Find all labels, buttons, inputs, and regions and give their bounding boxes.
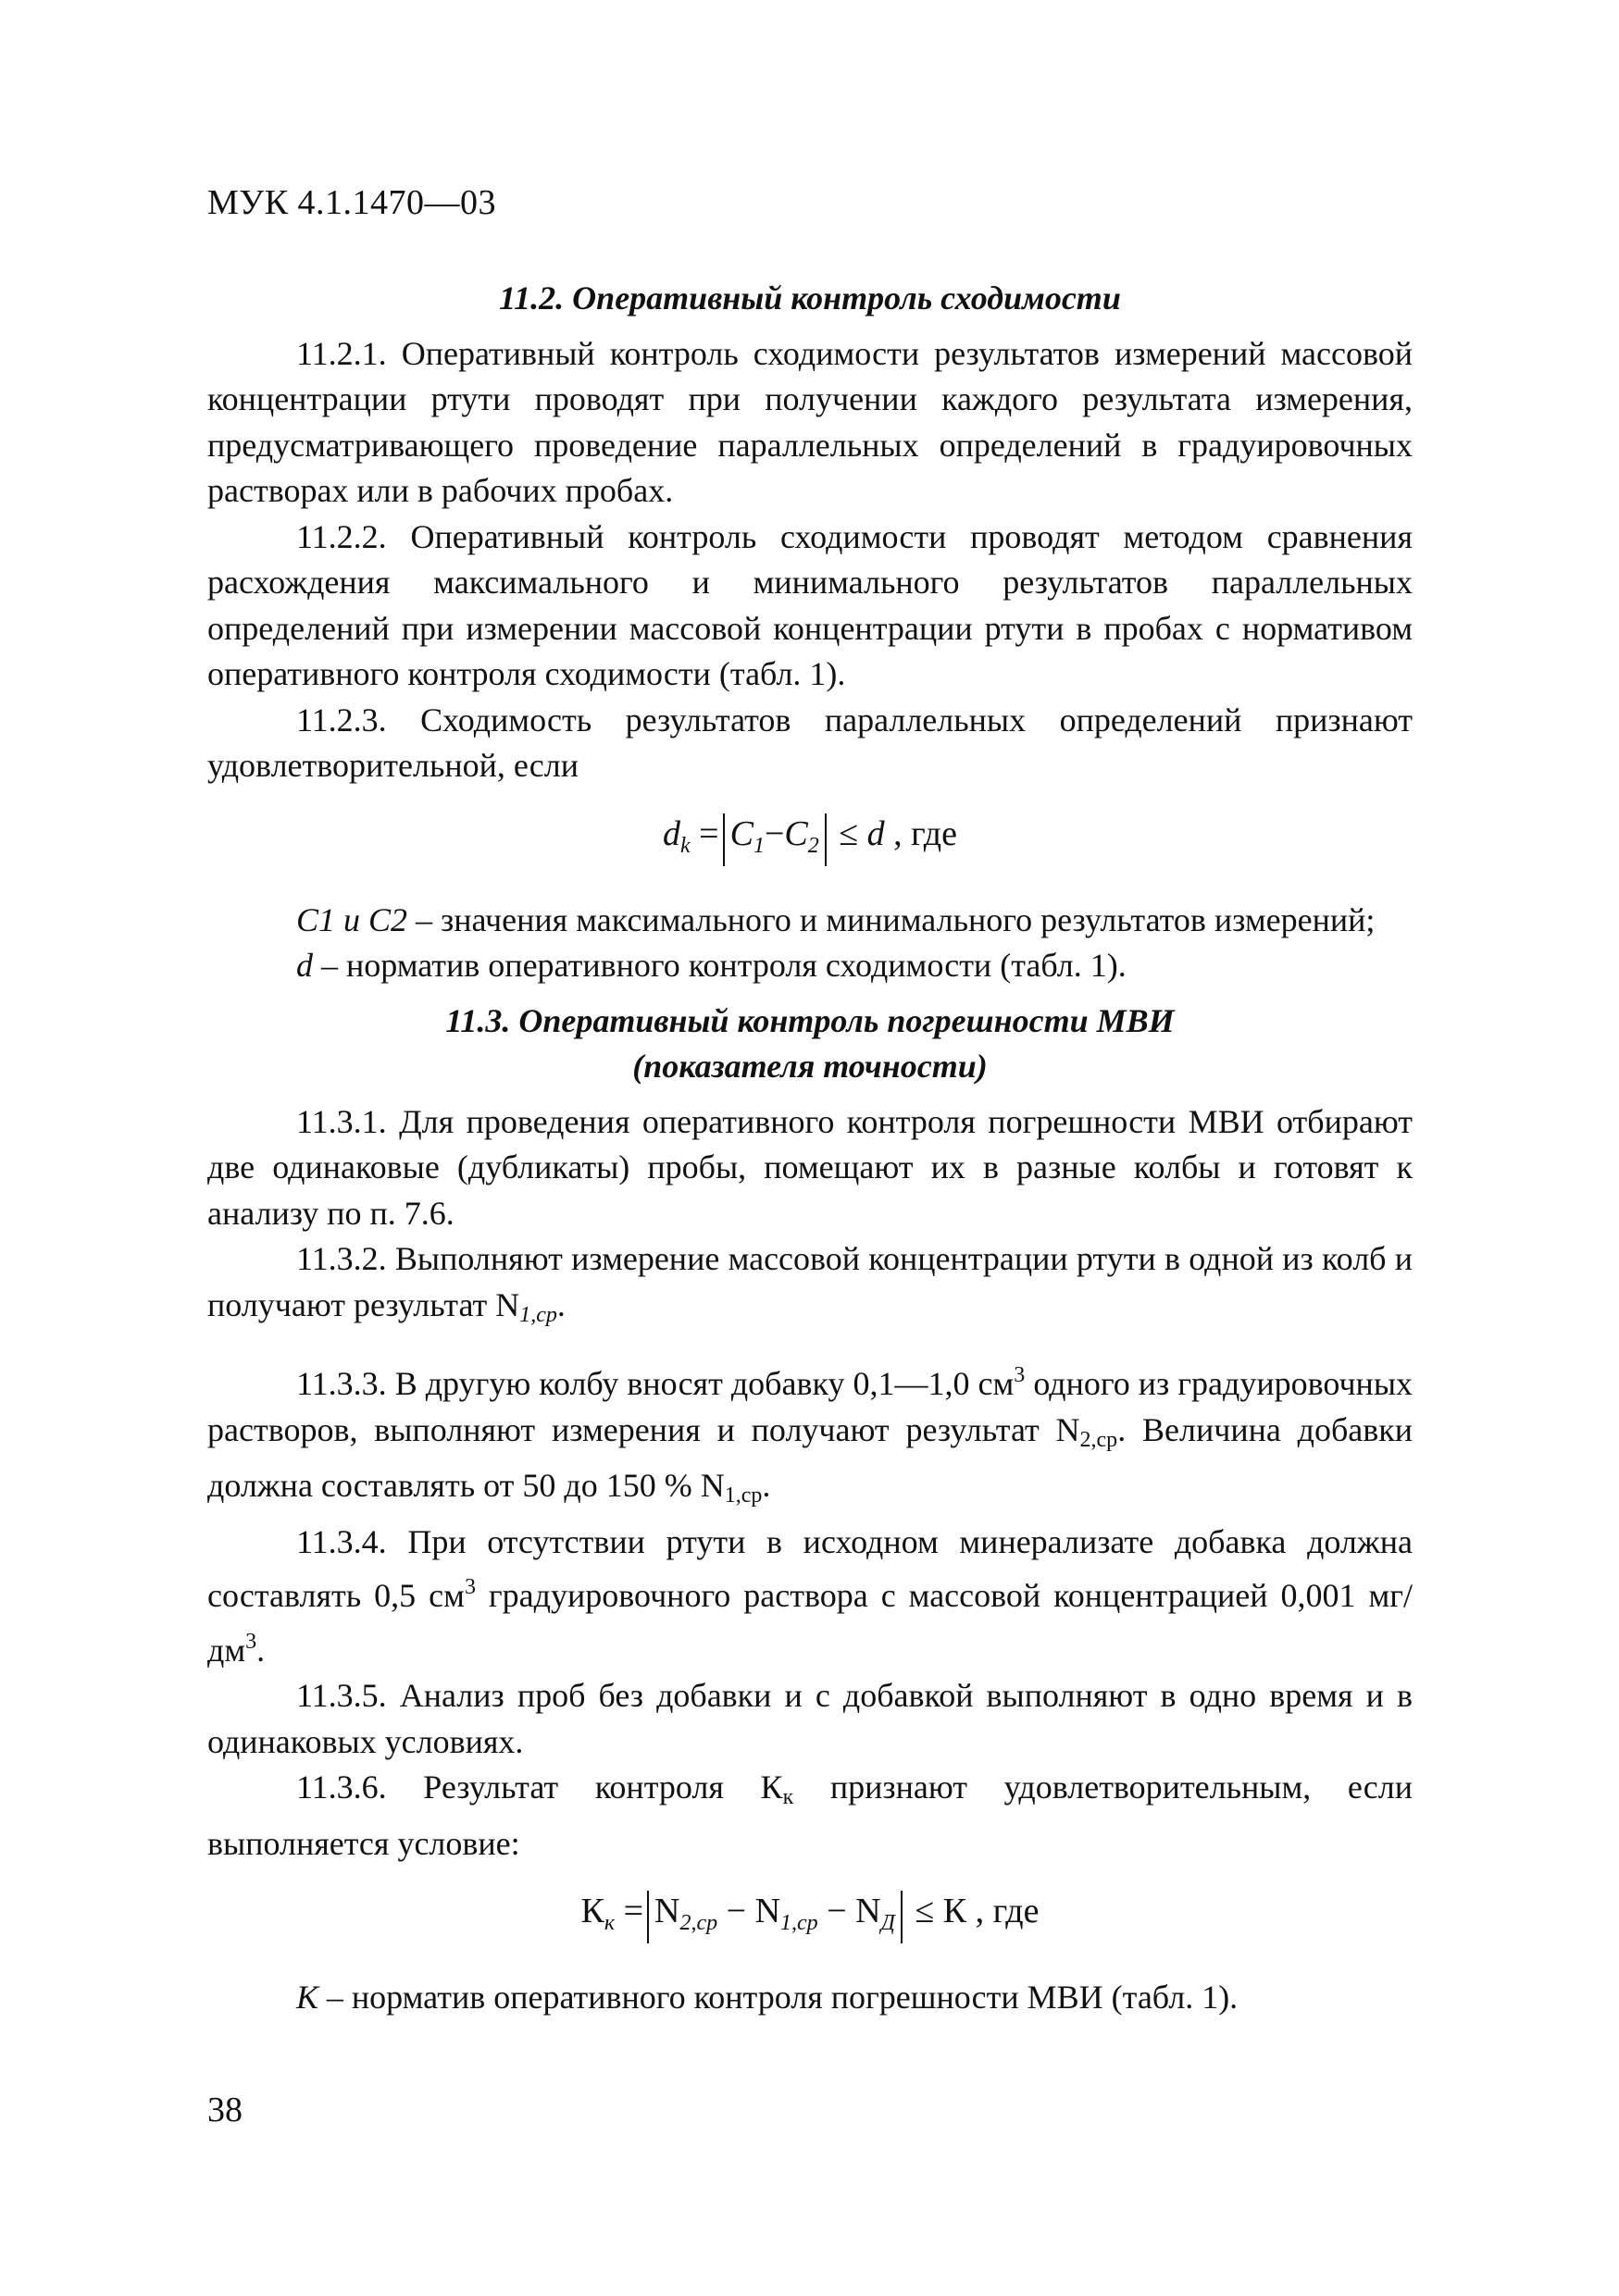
- formula-c2: C: [784, 813, 808, 853]
- paragraph-11-3-3: [207, 1353, 1413, 1520]
- formula2-n2: N: [654, 1892, 680, 1930]
- formula2-tail: , где: [975, 1892, 1040, 1930]
- definition-d: [207, 943, 1413, 989]
- formula2-abs-value: [647, 1891, 903, 1943]
- paragraph-11-3-2-sub: 1,ср: [519, 1302, 557, 1327]
- formula-equals: =: [699, 813, 719, 853]
- paragraph-11-3-2-text: 11.3.2. Выполняют измерение массовой концентрации ртути в одной из колб и получают результат N: [207, 1240, 1413, 1323]
- formula2-rhs: К: [942, 1892, 967, 1930]
- formula-lhs: d: [662, 813, 680, 853]
- document-code-header: МУК 4.1.1470—03: [207, 183, 497, 222]
- paragraph-11-3-3-c: . Величина добавки должна составлять от 50 до 150 % N: [207, 1410, 1414, 1504]
- section-heading-11-3-line2: (показателя точности): [632, 1048, 988, 1085]
- formula2-n1: N: [754, 1892, 781, 1930]
- paragraph-11-3-2: [207, 1236, 1413, 1338]
- paragraph-11-3-3-sub2: 1,ср: [724, 1483, 763, 1508]
- page-body: [207, 276, 1413, 2021]
- formula-c1-sub: 1: [753, 833, 765, 858]
- formula2-minus2: −: [827, 1892, 847, 1930]
- paragraph-11-3-6-sub: к: [782, 1785, 794, 1809]
- paragraph-11-3-4-b: градуировочного раствора с массовой концентрацией 0,001 мг/дм: [207, 1577, 1414, 1669]
- formula-tail: , где: [893, 813, 957, 853]
- formula-c2-sub: 2: [807, 833, 819, 858]
- definition-c1-c2: [207, 898, 1413, 944]
- definition-d-symbol: d: [296, 947, 313, 984]
- formula2-equals: =: [623, 1892, 644, 1930]
- paragraph-11-3-6-b: признают удовлетворительным, если выполняется условие:: [207, 1769, 1414, 1862]
- paragraph-11-3-6-a: 11.3.6. Результат контроля К: [296, 1769, 783, 1806]
- paragraph-11-2-2: 11.2.2. Оперативный контроль сходимости проводят методом сравнения расхождения максимального и минимального результатов параллельных определений при измерении массовой концентрации ртути в пробах с нормативом оперативного контроля сходимости (табл. 1).: [207, 517, 1413, 692]
- paragraph-11-3-4-sup1: 3: [464, 1575, 476, 1599]
- formula2-nd-sub: Д: [880, 1911, 895, 1935]
- section-heading-11-2: 11.2. Оперативный контроль сходимости: [499, 279, 1121, 316]
- formula-accuracy: [207, 1883, 1413, 1951]
- paragraph-11-3-2-end: .: [556, 1285, 566, 1323]
- paragraph-11-3-3-sub1: 2,ср: [1079, 1427, 1118, 1452]
- paragraph-11-3-4-a: 11.3.4. При отсутствии ртути в исходном минерализате добавка должна составлять 0,5 см: [207, 1522, 1413, 1614]
- section-heading-11-3-line1: 11.3. Оперативный контроль погрешности МВИ: [445, 1001, 1175, 1039]
- formula2-k: К: [580, 1892, 604, 1930]
- section-heading-11-3: [207, 999, 1413, 1090]
- formula2-minus1: −: [726, 1892, 747, 1930]
- formula-abs-value: [723, 813, 827, 866]
- formula-le: ≤: [839, 813, 859, 853]
- definition-c1-c2-symbol: C1 и C2: [296, 900, 408, 938]
- paragraph-11-3-3-a: 11.3.3. В другую колбу вносят добавку 0,1—1,0 см: [296, 1365, 1015, 1402]
- formula2-nd: N: [855, 1892, 881, 1930]
- definition-k: [207, 1975, 1413, 2021]
- formula-rhs: d: [866, 813, 885, 853]
- paragraph-11-3-4-sup2: 3: [245, 1629, 257, 1654]
- paragraph-11-3-6: [207, 1765, 1413, 1867]
- definition-d-text: – норматив оперативного контроля сходимости (табл. 1).: [313, 947, 1127, 984]
- formula-convergence: [207, 806, 1413, 874]
- formula2-le: ≤: [915, 1892, 935, 1930]
- formula-c1: C: [729, 813, 753, 853]
- definition-k-symbol: К: [296, 1979, 318, 2016]
- page-number: 38: [207, 2091, 243, 2129]
- paragraph-11-3-3-d: .: [762, 1467, 771, 1504]
- paragraph-11-3-4: [207, 1520, 1413, 1674]
- formula2-n2-sub: 2,ср: [679, 1911, 718, 1935]
- paragraph-11-3-1: 11.3.1. Для проведения оперативного контроля погрешности МВИ отбирают две одинаковые (дубликаты) пробы, помещают их в разные колбы и готовят к анализу по п. 7.6.: [207, 1102, 1413, 1232]
- formula-lhs-sub: k: [679, 833, 691, 858]
- paragraph-11-2-1: 11.2.1. Оперативный контроль сходимости результатов измерений массовой концентрации ртути проводят при получении каждого результата измерения, предусматривающего проведение параллельных определений в градуировочных растворах или в рабочих пробах.: [207, 334, 1413, 509]
- definition-c1-c2-text: – значения максимального и минимального результатов измерений;: [407, 900, 1376, 938]
- paragraph-11-3-4-c: .: [256, 1631, 266, 1669]
- definition-k-text: – норматив оперативного контроля погрешности МВИ (табл. 1).: [318, 1979, 1239, 2016]
- formula2-n1-sub: 1,ср: [780, 1911, 818, 1935]
- formula-minus: −: [764, 813, 785, 853]
- paragraph-11-3-3-sup: 3: [1014, 1363, 1026, 1387]
- paragraph-11-2-3: 11.2.3. Сходимость результатов параллельных определений признают удовлетворительной, если: [207, 701, 1413, 784]
- paragraph-11-3-3-b: одного из градуировочных растворов, выполняют измерения и получают результат N: [207, 1365, 1414, 1448]
- formula2-k-sub: к: [604, 1911, 616, 1935]
- paragraph-11-3-5: 11.3.5. Анализ проб без добавки и с добавкой выполняют в одно время и в одинаковых условиях.: [207, 1677, 1413, 1760]
